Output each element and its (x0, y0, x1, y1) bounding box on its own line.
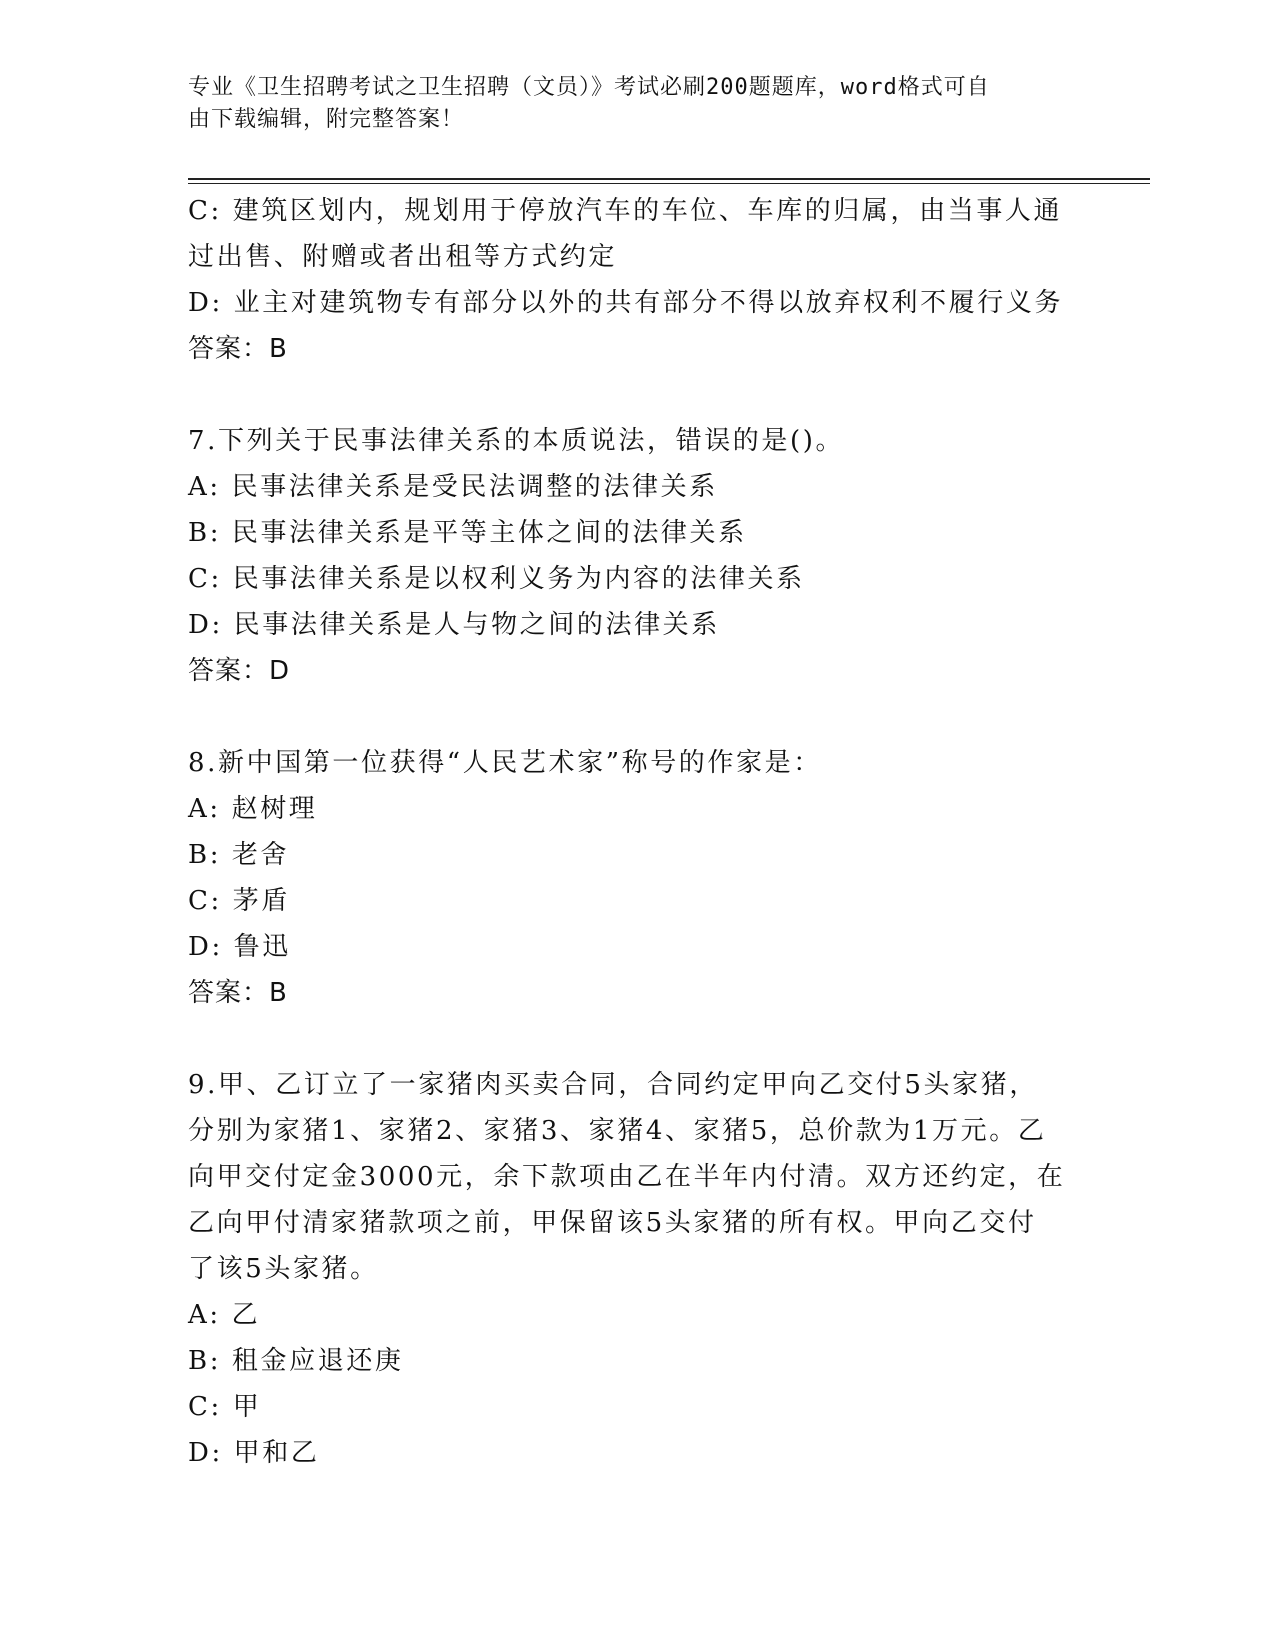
document-header (188, 72, 1068, 136)
q9-stem-line-2: 分别为家猪1、家猪2、家猪3、家猪4、家猪5，总价款为1万元。乙 (188, 1116, 1047, 1146)
q6-option-d: D: 业主对建筑物专有部分以外的共有部分不得以放弃权利不履行义务 (188, 288, 1064, 318)
q7-stem: 7.下列关于民事法律关系的本质说法，错误的是()。 (188, 426, 845, 456)
q9-stem-line-5: 了该5头家猪。 (188, 1254, 379, 1284)
q9-option-a: A: 乙 (188, 1300, 261, 1330)
spacer (188, 372, 1088, 418)
q6-answer: 答案：B (188, 334, 288, 364)
question-9 (188, 1062, 1088, 1476)
question-list (188, 188, 1088, 1476)
header-line-1: 专业《卫生招聘考试之卫生招聘（文员）》考试必刷200题题库，word格式可自 (188, 75, 990, 100)
q9-stem-line-4: 乙向甲付清家猪款项之前，甲保留该5头家猪的所有权。甲向乙交付 (188, 1208, 1037, 1238)
q7-option-a: A: 民事法律关系是受民法调整的法律关系 (188, 472, 718, 502)
question-7 (188, 418, 1088, 694)
question-8 (188, 740, 1088, 1016)
q7-option-d: D: 民事法律关系是人与物之间的法律关系 (188, 610, 720, 640)
q9-stem-line-1: 9.甲、乙订立了一家猪肉买卖合同，合同约定甲向乙交付5头家猪， (188, 1070, 1038, 1100)
q6-option-c-line-1: C: 建筑区划内，规划用于停放汽车的车位、车库的归属，由当事人通 (188, 196, 1063, 226)
q8-option-a: A: 赵树理 (188, 794, 318, 824)
q9-stem-line-3: 向甲交付定金3000元，余下款项由乙在半年内付清。双方还约定，在 (188, 1162, 1066, 1192)
q6-option-c-line-2: 过出售、附赠或者出租等方式约定 (188, 242, 618, 272)
question-6-tail (188, 188, 1088, 372)
q8-option-d: D: 鲁迅 (188, 932, 291, 962)
q9-option-c: C: 甲 (188, 1392, 262, 1422)
header-divider-thin (188, 183, 1150, 184)
q8-stem: 8.新中国第一位获得“人民艺术家”称号的作家是： (188, 748, 822, 778)
spacer (188, 694, 1088, 740)
header-line-2: 由下载编辑，附完整答案！ (188, 107, 465, 132)
q7-option-c: C: 民事法律关系是以权利义务为内容的法律关系 (188, 564, 805, 594)
spacer (188, 1016, 1088, 1062)
q7-answer: 答案：D (188, 656, 291, 686)
q8-option-b: B: 老舍 (188, 840, 290, 870)
q8-option-c: C: 茅盾 (188, 886, 290, 916)
q9-option-b: B: 租金应退还庚 (188, 1346, 404, 1376)
q8-answer: 答案：B (188, 978, 288, 1008)
q7-option-b: B: 民事法律关系是平等主体之间的法律关系 (188, 518, 747, 548)
q9-option-d: D: 甲和乙 (188, 1438, 320, 1468)
header-divider-thick (188, 178, 1150, 180)
